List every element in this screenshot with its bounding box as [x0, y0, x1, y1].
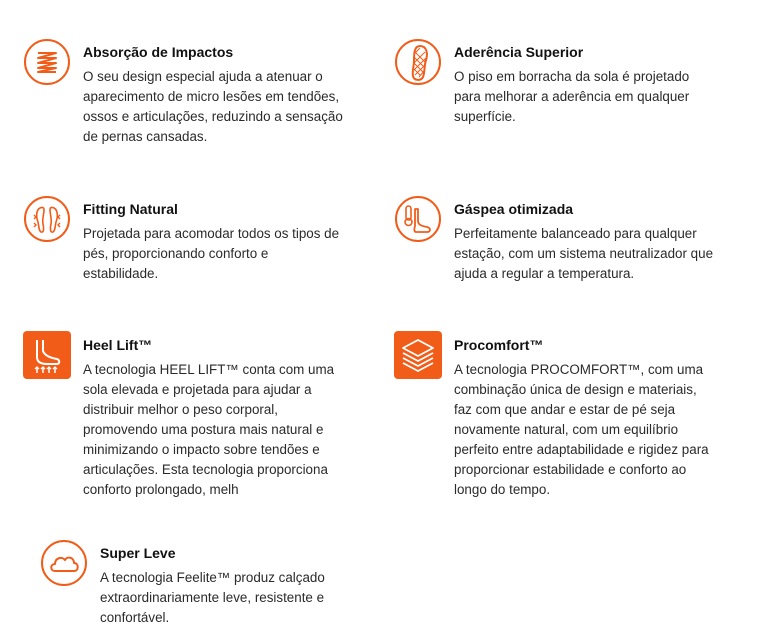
feature-description: Perfeitamente balanceado para qualquer estação, com um sistema neutralizador que ajuda a regular a temperatura.: [454, 226, 714, 281]
feature-title: Absorção de Impactos: [83, 44, 234, 60]
feature-title: Heel Lift™: [83, 337, 153, 353]
layers-icon: [394, 331, 442, 379]
feature-description: A tecnologia PROCOMFORT™, com uma combinação única de design e materiais, faz com que andar e estar de pé seja novamente natural, com um equilíbrio perfeito entre adaptabilidade e rigidez para proporcionar estabilidade e conforto ao longo do tempo.: [454, 362, 709, 497]
temperature-boot-icon: [394, 195, 442, 243]
sole-grip-icon: [394, 38, 442, 86]
feature-title: Gáspea otimizada: [454, 201, 574, 217]
foot-fitting-icon: [23, 195, 71, 243]
feature-description: A tecnologia HEEL LIFT™ conta com uma sola elevada e projetada para ajudar a distribuir melhor o peso corporal, promovendo uma postura mais natural e minimizando o impacto sobre tendões e articulações. Esta tecnologia proporciona conforto prolongado, melh: [83, 362, 335, 497]
heel-lift-icon: [23, 331, 71, 379]
feature-description: A tecnologia Feelite™ produz calçado extraordinariamente leve, resistente e confortável.: [100, 570, 325, 625]
feature-title: Procomfort™: [454, 337, 544, 353]
feature-description: Projetada para acomodar todos os tipos de pés, proporcionando conforto e estabilidade.: [83, 226, 340, 281]
feature-title: Fitting Natural: [83, 201, 178, 217]
feature-description: O piso em borracha da sola é projetado para melhorar a aderência em qualquer superfície.: [454, 69, 690, 124]
feature-description: O seu design especial ajuda a atenuar o aparecimento de micro lesões em tendões, ossos e articulações, reduzindo a sensação de pernas cansadas.: [83, 69, 343, 144]
feature-title: Super Leve: [100, 545, 176, 561]
shock-absorption-icon: [23, 38, 71, 86]
feature-title: Aderência Superior: [454, 44, 584, 60]
cloud-icon: [40, 539, 88, 587]
